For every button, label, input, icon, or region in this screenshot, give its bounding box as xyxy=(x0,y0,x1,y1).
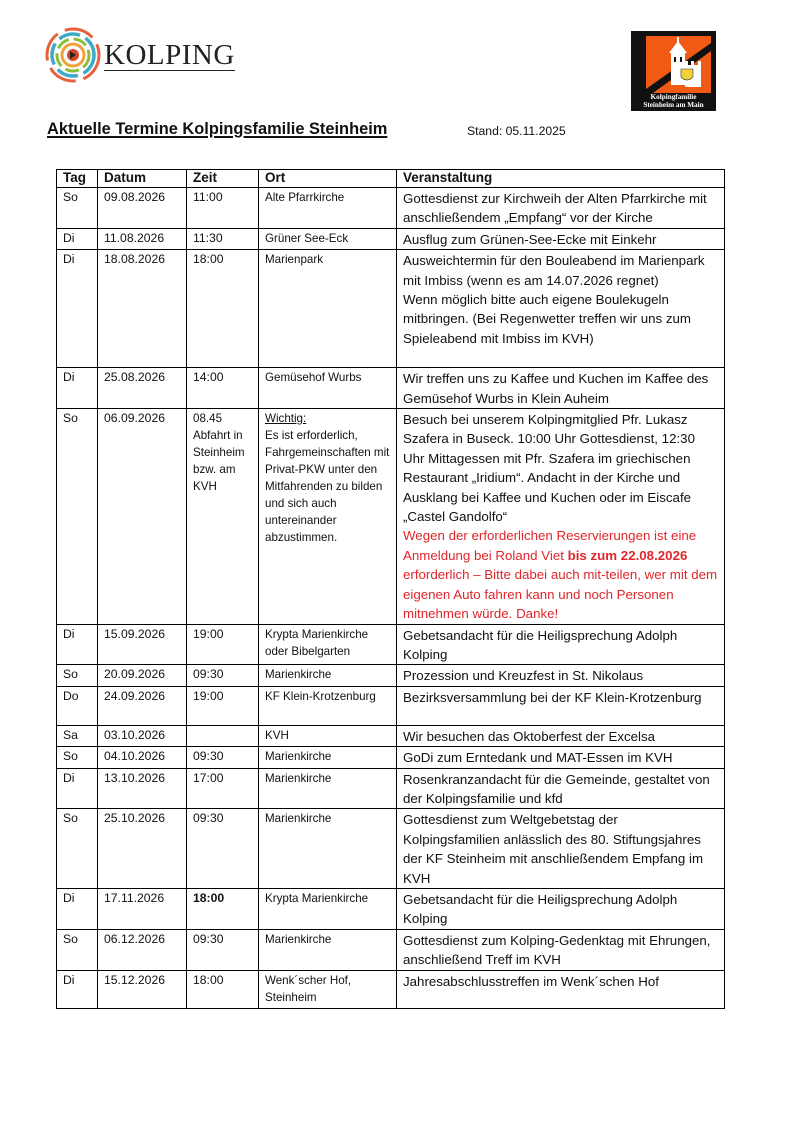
table-row xyxy=(57,686,725,725)
cell-veranstaltung: Bezirksversammlung bei der KF Klein-Krotzenburg xyxy=(397,686,725,725)
cell-tag: Sa xyxy=(57,725,98,746)
cell-zeit: 09:30 xyxy=(187,665,259,686)
page-title: Aktuelle Termine Kolpingsfamilie Steinheim xyxy=(47,120,388,138)
notice-deadline: bis zum 22.08.2026 xyxy=(567,547,688,563)
cell-tag: Di xyxy=(57,368,98,409)
kolping-logo xyxy=(44,26,244,84)
kolping-wordmark: KOLPING xyxy=(104,38,235,71)
cell-tag: Di xyxy=(57,250,98,368)
table-row xyxy=(57,725,725,746)
crest-line-2: Steinheim am Main xyxy=(643,101,704,109)
table-row xyxy=(57,188,725,229)
veranstaltung-text: Ausweichtermin für den Bouleabend im Marienpark mit Imbiss (wenn es am 14.07.2026 regnet) xyxy=(403,253,705,288)
cell-veranstaltung: Ausflug zum Grünen-See-Ecke mit Einkehr xyxy=(397,228,725,249)
cell-veranstaltung: Wir treffen uns zu Kaffee und Kuchen im Kaffee des Gemüsehof Wurbs in Klein Auheim xyxy=(397,368,725,409)
cell-ort: Marienkirche xyxy=(259,747,397,768)
cell-zeit: 17:00 xyxy=(187,768,259,809)
notice-part-b: erforderlich – Bitte dabei auch mit-teilen, wer mit dem eigenen Auto fahren kann und noch Personen mitnehmen würde. Danke! xyxy=(403,567,718,622)
cell-zeit: 09:30 xyxy=(187,809,259,889)
cell-tag: So xyxy=(57,929,98,970)
cell-ort: Marienpark xyxy=(259,250,397,368)
cell-veranstaltung: Prozession und Kreuzfest in St. Nikolaus xyxy=(397,665,725,686)
cell-zeit: 14:00 xyxy=(187,368,259,409)
cell-tag: Di xyxy=(57,624,98,665)
cell-datum: 11.08.2026 xyxy=(98,228,187,249)
cell-zeit: 18:00 xyxy=(187,250,259,368)
cell-datum: 04.10.2026 xyxy=(98,747,187,768)
table-row xyxy=(57,809,725,889)
cell-ort: Wenk´scher Hof, Steinheim xyxy=(259,970,397,1008)
ort-heading: Wichtig: xyxy=(265,412,307,426)
stand-date: Stand: 05.11.2025 xyxy=(467,124,566,138)
cell-tag: Di xyxy=(57,888,98,929)
zeit-note: Abfahrt in Steinheim bzw. am KVH xyxy=(193,429,245,494)
cell-ort: KVH xyxy=(259,725,397,746)
cell-veranstaltung: GoDi zum Erntedank und MAT-Essen im KVH xyxy=(397,747,725,768)
veranstaltung-note: Wenn möglich bitte auch eigene Boulekugeln mitbringen. (Bei Regenwetter treffen wir uns zum Spieleabend mit Imbiss im KVH) xyxy=(403,292,691,346)
table-row xyxy=(57,747,725,768)
table-row xyxy=(57,888,725,929)
cell-veranstaltung: Gebetsandacht für die Heiligsprechung Adolph Kolping xyxy=(397,888,725,929)
cell-tag: Do xyxy=(57,686,98,725)
cell-zeit: 18:00 xyxy=(187,888,259,929)
notice-part-a: Wegen der erforderlichen Reservierungen ist eine Anmeldung bei Roland Viet xyxy=(403,528,697,563)
cell-zeit xyxy=(187,409,259,624)
cell-veranstaltung: Gottesdienst zum Kolping-Gedenktag mit Ehrungen, anschließend Treff im KVH xyxy=(397,929,725,970)
column-header-datum: Datum xyxy=(98,170,187,188)
cell-veranstaltung: Gebetsandacht für die Heiligsprechung Adolph Kolping xyxy=(397,624,725,665)
cell-datum: 18.08.2026 xyxy=(98,250,187,368)
cell-zeit: 18:00 xyxy=(187,970,259,1008)
cell-zeit xyxy=(187,725,259,746)
cell-ort: Alte Pfarrkirche xyxy=(259,188,397,229)
cell-ort: Marienkirche xyxy=(259,768,397,809)
cell-datum: 15.09.2026 xyxy=(98,624,187,665)
cell-datum: 17.11.2026 xyxy=(98,888,187,929)
table-row xyxy=(57,665,725,686)
cell-zeit: 19:00 xyxy=(187,624,259,665)
table-row xyxy=(57,624,725,665)
cell-datum: 03.10.2026 xyxy=(98,725,187,746)
cell-ort: KF Klein-Krotzenburg xyxy=(259,686,397,725)
kolping-swirl-icon xyxy=(44,26,102,84)
table-row xyxy=(57,250,725,368)
cell-datum: 09.08.2026 xyxy=(98,188,187,229)
table-row xyxy=(57,368,725,409)
cell-veranstaltung: Rosenkranzandacht für die Gemeinde, gestaltet von der Kolpingsfamilie und kfd xyxy=(397,768,725,809)
cell-datum: 06.12.2026 xyxy=(98,929,187,970)
cell-ort xyxy=(259,409,397,624)
cell-veranstaltung xyxy=(397,250,725,368)
cell-zeit: 11:30 xyxy=(187,228,259,249)
cell-tag: So xyxy=(57,747,98,768)
crest-line-1: Kolpingfamilie xyxy=(650,93,697,101)
cell-veranstaltung: Jahresabschlusstreffen im Wenk´schen Hof xyxy=(397,970,725,1008)
cell-veranstaltung: Gottesdienst zum Weltgebetstag der Kolpingsfamilien anlässlich des 80. Stiftungsjahres der KF Steinheim mit anschließendem Empfang im KVH xyxy=(397,809,725,889)
cell-zeit: 11:00 xyxy=(187,188,259,229)
cell-datum: 13.10.2026 xyxy=(98,768,187,809)
cell-datum: 20.09.2026 xyxy=(98,665,187,686)
cell-zeit: 09:30 xyxy=(187,747,259,768)
cell-datum: 06.09.2026 xyxy=(98,409,187,624)
table-row xyxy=(57,409,725,624)
column-header-zeit: Zeit xyxy=(187,170,259,188)
cell-tag: So xyxy=(57,409,98,624)
cell-veranstaltung: Gottesdienst zur Kirchweih der Alten Pfarrkirche mit anschließendem „Empfang“ vor der Kirche xyxy=(397,188,725,229)
cell-datum: 15.12.2026 xyxy=(98,970,187,1008)
table-row xyxy=(57,929,725,970)
cell-tag: Di xyxy=(57,768,98,809)
cell-ort: Marienkirche xyxy=(259,929,397,970)
cell-tag: Di xyxy=(57,970,98,1008)
kolpingfamilie-steinheim-crest-icon xyxy=(631,31,716,111)
cell-zeit: 09:30 xyxy=(187,929,259,970)
veranstaltung-text: Besuch bei unserem Kolpingmitglied Pfr. Lukasz Szafera in Buseck. 10:00 Uhr Gottesdienst, 12:30 Uhr Mittagessen mit Pfr. Szafera im griechischen Restaurant „Iridium“. Andacht in der Kirche und Ausklang bei Kaffee und Kuchen oder im Eiscafe „Castel Gandolfo“ xyxy=(403,412,695,525)
cell-veranstaltung: Wir besuchen das Oktoberfest der Excelsa xyxy=(397,725,725,746)
cell-ort: Gemüsehof Wurbs xyxy=(259,368,397,409)
cell-zeit: 19:00 xyxy=(187,686,259,725)
events-table xyxy=(56,169,725,1009)
cell-ort: Krypta Marienkirche xyxy=(259,888,397,929)
zeit-value: 08.45 xyxy=(193,412,223,426)
column-header-tag: Tag xyxy=(57,170,98,188)
table-header-row xyxy=(57,170,725,188)
notice-text xyxy=(403,528,717,621)
cell-datum: 25.10.2026 xyxy=(98,809,187,889)
cell-ort: Marienkirche xyxy=(259,809,397,889)
table-row xyxy=(57,768,725,809)
table-row xyxy=(57,970,725,1008)
column-header-veranstaltung: Veranstaltung xyxy=(397,170,725,188)
cell-tag: So xyxy=(57,188,98,229)
cell-datum: 24.09.2026 xyxy=(98,686,187,725)
cell-ort: Marienkirche xyxy=(259,665,397,686)
table-row xyxy=(57,228,725,249)
cell-tag: Di xyxy=(57,228,98,249)
cell-veranstaltung xyxy=(397,409,725,624)
cell-ort: Krypta Marienkirche oder Bibelgarten xyxy=(259,624,397,665)
cell-datum: 25.08.2026 xyxy=(98,368,187,409)
column-header-ort: Ort xyxy=(259,170,397,188)
ort-note: Es ist erforderlich, Fahrgemeinschaften mit Privat-PKW unter den Mitfahrenden zu bilden und sich auch untereinander abzustimmen. xyxy=(265,429,390,545)
cell-ort: Grüner See-Eck xyxy=(259,228,397,249)
cell-tag: So xyxy=(57,665,98,686)
cell-tag: So xyxy=(57,809,98,889)
